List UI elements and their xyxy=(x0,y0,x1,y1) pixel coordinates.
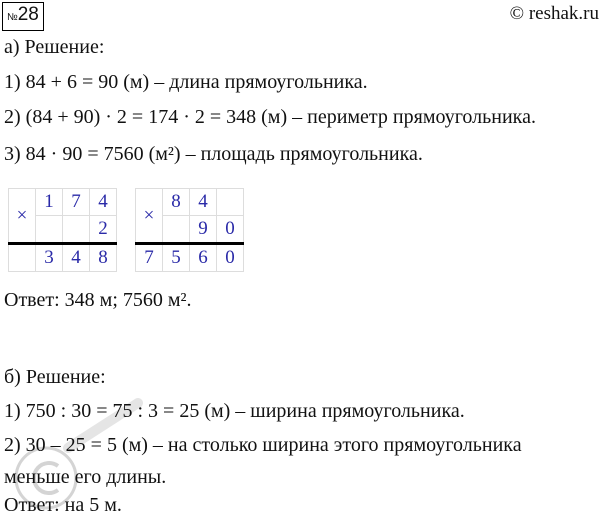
multiplication-grid-1 xyxy=(8,188,117,272)
part-a-line-2: 2) (84 + 90) · 2 = 174 · 2 = 348 (м) – периметр прямоугольника. xyxy=(4,106,536,128)
cell: 0 xyxy=(217,244,244,272)
cell: 6 xyxy=(190,244,217,272)
cell xyxy=(63,216,90,244)
cell xyxy=(9,244,36,272)
part-b-line-1: 1) 750 : 30 = 75 : 3 = 25 (м) – ширина прямоугольника. xyxy=(4,400,465,422)
multiplication-grid-2 xyxy=(135,188,244,272)
part-a-line-3: 3) 84 · 90 = 7560 (м²) – площадь прямоугольника. xyxy=(4,143,423,165)
cell: 8 xyxy=(90,244,117,272)
cell: 2 xyxy=(90,216,117,244)
cell xyxy=(163,216,190,244)
cell xyxy=(217,189,244,216)
part-a-line-1: 1) 84 + 6 = 90 (м) – длина прямоугольника. xyxy=(4,71,368,93)
cell: × xyxy=(9,189,36,244)
cell: 4 xyxy=(63,244,90,272)
cell xyxy=(36,216,63,244)
cell: 5 xyxy=(163,244,190,272)
cell: 7 xyxy=(63,189,90,216)
cell: 9 xyxy=(190,216,217,244)
copyright: © reshak.ru xyxy=(509,3,599,24)
number-sign: № xyxy=(7,12,18,23)
part-a-answer: Ответ: 348 м; 7560 м². xyxy=(4,289,192,311)
part-b-line-2: 2) 30 – 25 = 5 (м) – на столько ширина этого прямоугольника xyxy=(4,434,522,456)
cell: 4 xyxy=(90,189,117,216)
task-number xyxy=(2,2,44,31)
cell: 8 xyxy=(163,189,190,216)
cell: × xyxy=(136,189,163,244)
cell: 1 xyxy=(36,189,63,216)
cell: 3 xyxy=(36,244,63,272)
part-b-title: б) Решение: xyxy=(4,366,106,388)
part-b-line-3: меньше его длины. xyxy=(4,466,167,488)
cell: 7 xyxy=(136,244,163,272)
part-b-answer: Ответ: на 5 м. xyxy=(4,494,122,516)
task-number-value: 28 xyxy=(17,4,39,25)
part-a-title: а) Решение: xyxy=(4,36,105,58)
cell: 4 xyxy=(190,189,217,216)
cell: 0 xyxy=(217,216,244,244)
